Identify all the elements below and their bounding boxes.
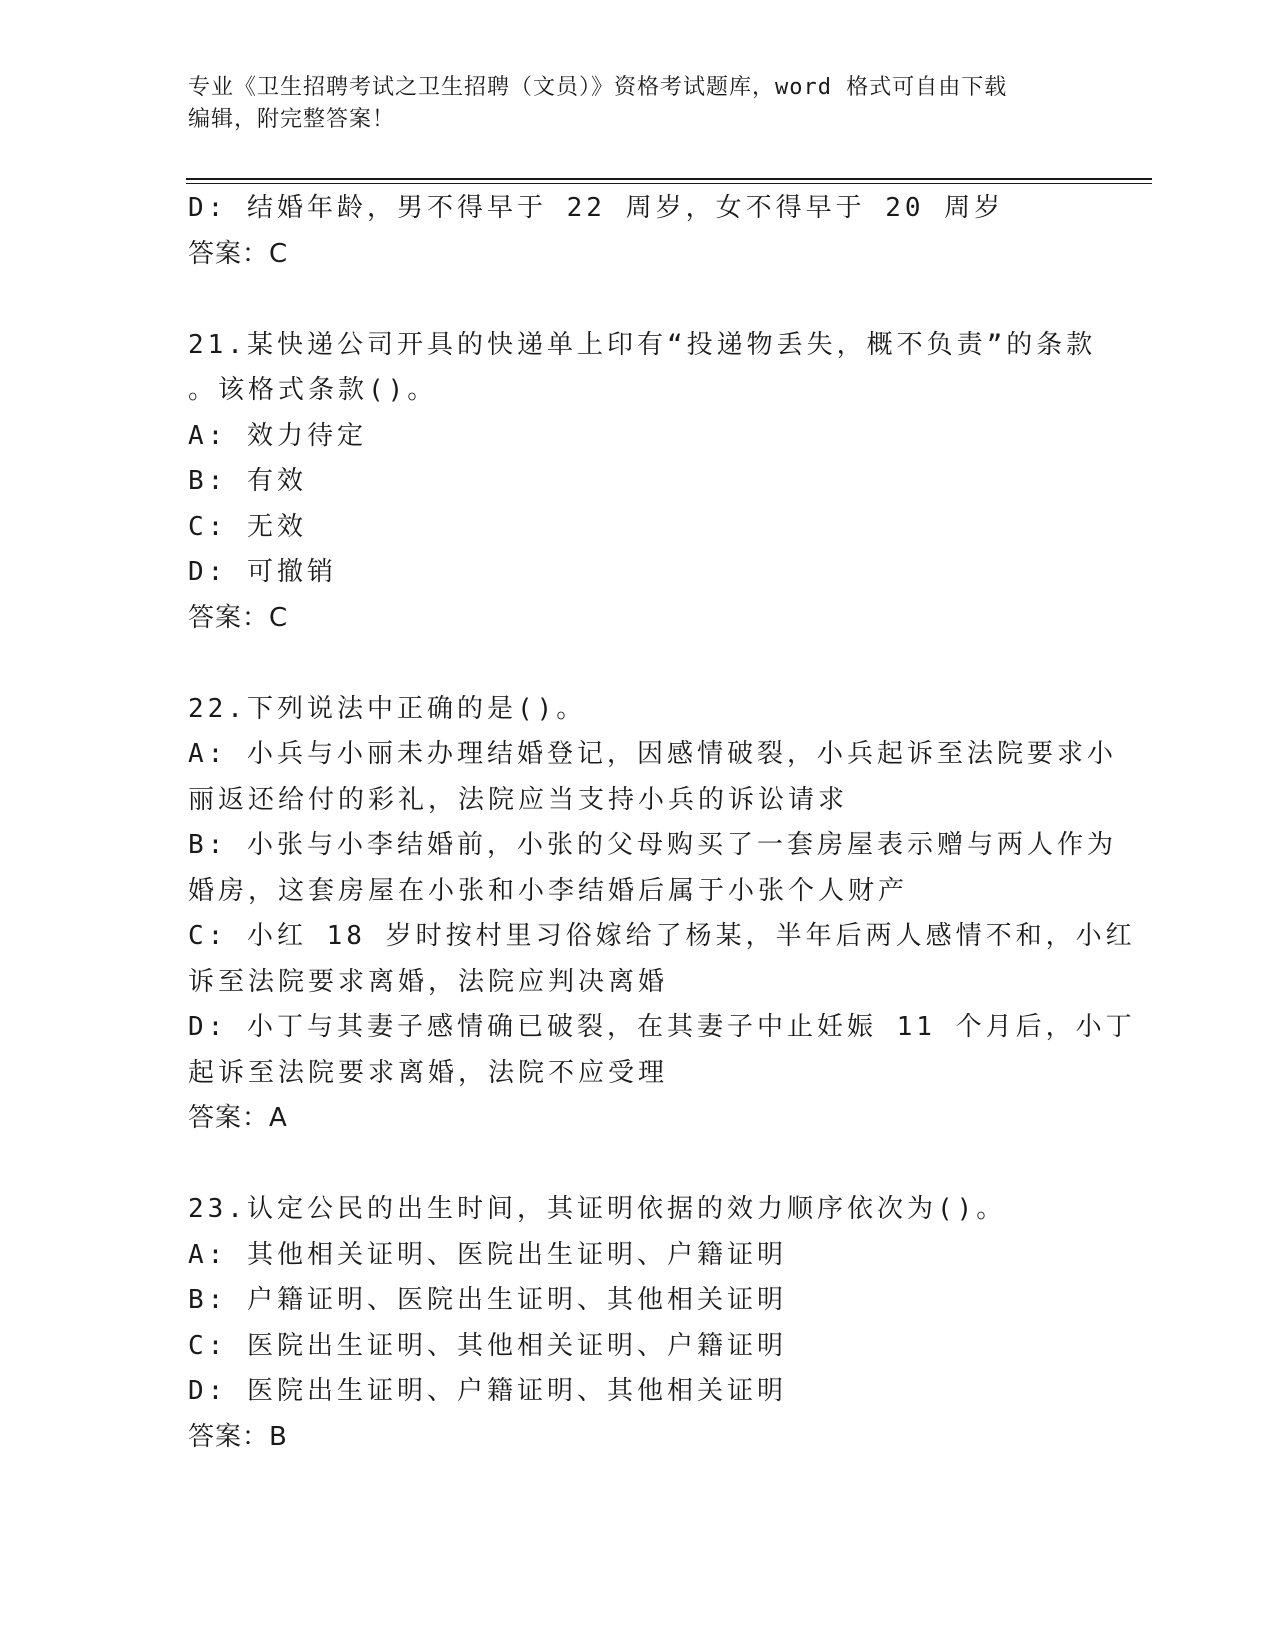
option-d: D: 医院出生证明、户籍证明、其他相关证明 <box>188 1376 787 1406</box>
question-23 <box>188 1187 1088 1460</box>
option-a: A: 小兵与小丽未办理结婚登记，因感情破裂，小兵起诉至法院要求小 <box>188 739 1117 769</box>
header-divider-thick <box>186 178 1152 180</box>
option-d-cont: 起诉至法院要求离婚，法院不应受理 <box>188 1057 669 1088</box>
question-stem: 。该格式条款()。 <box>188 375 438 405</box>
option-c: C: 小红 18 岁时按村里习俗嫁给了杨某，半年后两人感情不和，小红 <box>188 921 1136 951</box>
option-c: C: 医院出生证明、其他相关证明、户籍证明 <box>188 1330 787 1361</box>
option-b: B: 户籍证明、医院出生证明、其他相关证明 <box>188 1285 787 1315</box>
answer: 答案：B <box>188 1421 288 1452</box>
option-b: B: 有效 <box>188 466 307 496</box>
question-stem: 21.某快递公司开具的快递单上印有“投递物丢失，概不负责”的条款 <box>188 329 1097 360</box>
option-c: C: 无效 <box>188 511 307 542</box>
prev-option-d: D: 结婚年龄，男不得早于 22 周岁，女不得早于 20 周岁 <box>188 193 1005 223</box>
question-stem: 23.认定公民的出生时间，其证明依据的效力顺序依次为()。 <box>188 1194 1007 1224</box>
question-22 <box>188 687 1136 1142</box>
option-a: A: 其他相关证明、医院出生证明、户籍证明 <box>188 1239 787 1270</box>
option-a: A: 效力待定 <box>188 420 367 451</box>
answer: 答案：C <box>188 602 289 633</box>
header-line-1: 专业《卫生招聘考试之卫生招聘（文员）》资格考试题库，word 格式可自由下载 <box>188 75 1008 100</box>
option-c-cont: 诉至法院要求离婚，法院应判决离婚 <box>188 966 669 997</box>
prev-answer: 答案：C <box>188 238 289 269</box>
option-d: D: 小丁与其妻子感情确已破裂，在其妻子中止妊娠 11 个月后，小丁 <box>188 1012 1136 1042</box>
option-b: B: 小张与小李结婚前，小张的父母购买了一套房屋表示赠与两人作为 <box>188 830 1117 860</box>
header-divider-thin <box>186 183 1152 184</box>
answer: 答案：A <box>188 1103 288 1133</box>
option-d: D: 可撤销 <box>188 557 337 587</box>
question-list <box>188 186 1136 1460</box>
header-line-2: 编辑，附完整答案！ <box>188 107 396 132</box>
page-header <box>188 72 1088 136</box>
option-a-cont: 丽返还给付的彩礼，法院应当支持小兵的诉讼请求 <box>188 784 849 815</box>
question-21 <box>188 323 1097 642</box>
option-b-cont: 婚房，这套房屋在小张和小李结婚后属于小张个人财产 <box>188 875 909 906</box>
question-stem: 22.下列说法中正确的是()。 <box>188 693 587 724</box>
